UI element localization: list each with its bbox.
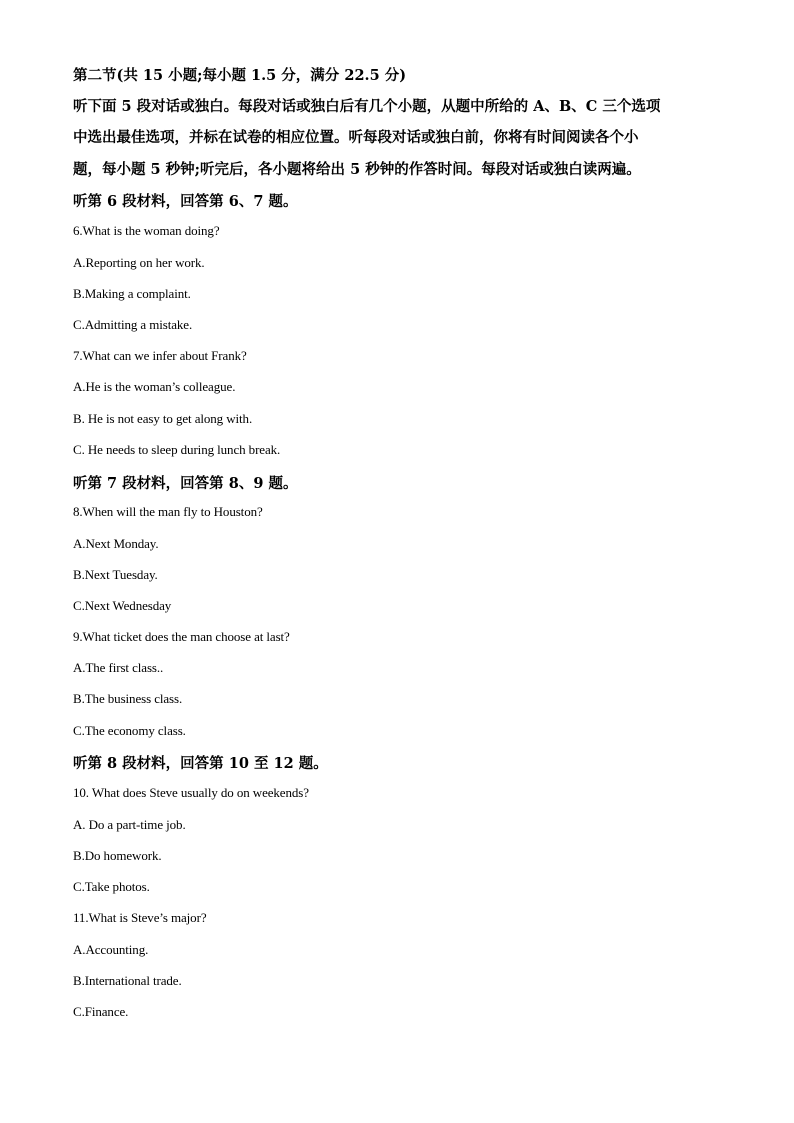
answer-option: C.Take photos.	[73, 879, 150, 894]
answer-option: C.Next Wednesday	[73, 598, 172, 613]
answer-option: B.The business class.	[73, 691, 183, 706]
answer-option: B.Making a complaint.	[73, 286, 191, 301]
instruction-line-2: 中选出最佳选项，并标在试卷的相应位置。听每段对话或独白前，你将有时间阅读各个小	[73, 129, 639, 146]
answer-option: A.He is the woman’s colleague.	[73, 379, 236, 394]
answer-option: B.International trade.	[73, 973, 182, 988]
group-heading: 听第 7 段材料，回答第 8、9 题。	[73, 475, 298, 492]
answer-option: C. He needs to sleep during lunch break.	[73, 442, 281, 457]
answer-option: A. Do a part-time job.	[73, 817, 186, 832]
question-stem: 6.What is the woman doing?	[73, 223, 220, 238]
answer-option: B.Next Tuesday.	[73, 567, 158, 582]
answer-option: C.The economy class.	[73, 723, 186, 738]
question-stem: 7.What can we infer about Frank?	[73, 348, 247, 363]
question-stem: 9.What ticket does the man choose at last?	[73, 629, 290, 644]
answer-option: A.The first class..	[73, 660, 164, 675]
answer-option: A.Next Monday.	[73, 536, 159, 551]
answer-option: C.Admitting a mistake.	[73, 317, 193, 332]
group-heading: 听第 8 段材料，回答第 10 至 12 题。	[73, 755, 328, 772]
answer-option: B.Do homework.	[73, 848, 162, 863]
instruction-line-3: 题，每小题 5 秒钟;听完后，各小题将给出 5 秒钟的作答时间。每段对话或独白读两遍。	[73, 161, 641, 178]
question-stem: 8.When will the man fly to Houston?	[73, 504, 263, 519]
group-heading: 听第 6 段材料，回答第 6、7 题。	[73, 193, 298, 210]
question-stem: 11.What is Steve’s major?	[73, 910, 207, 925]
question-stem: 10. What does Steve usually do on weekends?	[73, 785, 309, 800]
answer-option: B. He is not easy to get along with.	[73, 411, 253, 426]
answer-option: A.Accounting.	[73, 942, 149, 957]
answer-option: A.Reporting on her work.	[73, 255, 205, 270]
section-header: 第二节(共 15 小题;每小题 1.5 分，满分 22.5 分)	[73, 67, 407, 84]
instruction-line-1: 听下面 5 段对话或独白。每段对话或独白后有几个小题，从题中所给的 A、B、C 三个选项	[73, 98, 661, 115]
answer-option: C.Finance.	[73, 1004, 129, 1019]
